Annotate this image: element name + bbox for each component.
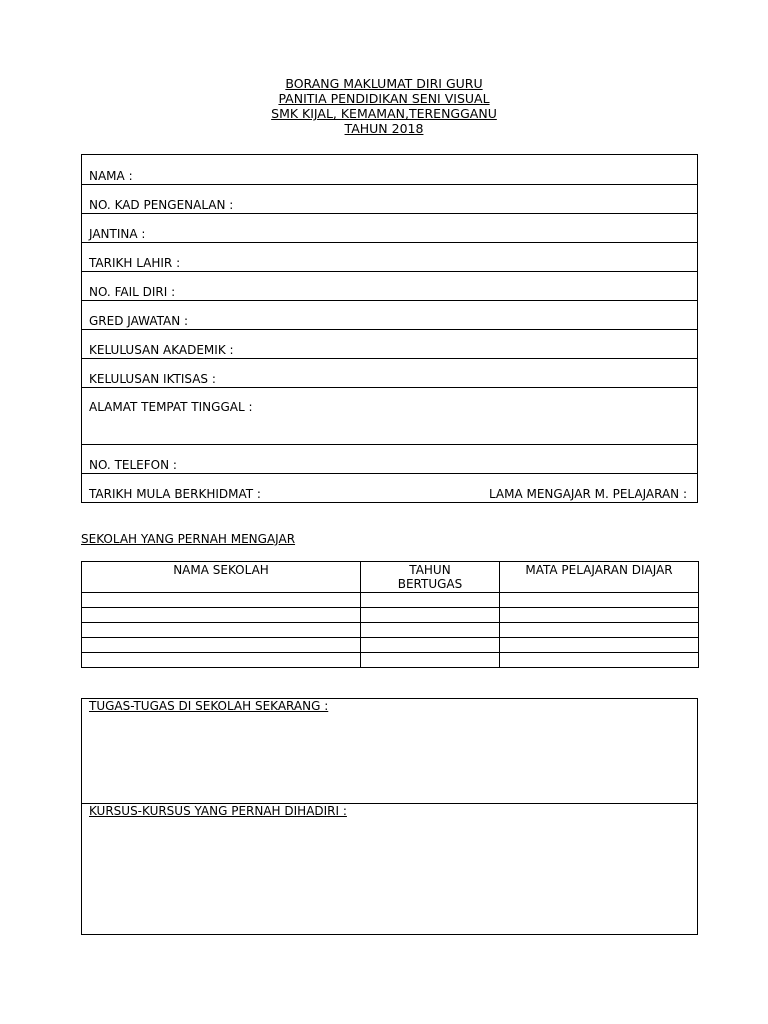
tugas-box[interactable]: [81, 698, 698, 804]
cell-nama[interactable]: [82, 638, 361, 653]
cell-tahun[interactable]: [361, 638, 500, 653]
table-row: [82, 653, 699, 668]
cell-nama[interactable]: [82, 653, 361, 668]
table-row: [82, 608, 699, 623]
label-fail-diri: NO. FAIL DIRI :: [89, 285, 176, 299]
row-fail-diri[interactable]: [82, 272, 697, 301]
label-tarikh-mula: TARIKH MULA BERKHIDMAT :: [89, 487, 261, 501]
table-row: [82, 593, 699, 608]
cell-tahun[interactable]: [361, 623, 500, 638]
row-jantina[interactable]: [82, 214, 697, 243]
cell-tahun[interactable]: [361, 593, 500, 608]
label-nama: NAMA :: [89, 169, 133, 183]
cell-tahun[interactable]: [361, 653, 500, 668]
col-nama-sekolah: NAMA SEKOLAH: [82, 562, 361, 593]
label-kelulusan-iktisas: KELULUSAN IKTISAS :: [89, 372, 216, 386]
school-history-table: [81, 561, 699, 668]
cell-nama[interactable]: [82, 593, 361, 608]
row-nama[interactable]: [82, 155, 697, 185]
cell-mata[interactable]: [500, 608, 699, 623]
table-row: [82, 638, 699, 653]
cell-nama[interactable]: [82, 608, 361, 623]
label-telefon: NO. TELEFON :: [89, 458, 177, 472]
row-kelulusan-iktisas[interactable]: [82, 359, 697, 388]
cell-nama[interactable]: [82, 623, 361, 638]
label-jantina: JANTINA :: [89, 227, 146, 241]
form-title: [0, 76, 768, 136]
col-tahun-line-2: BERTUGAS: [397, 577, 463, 591]
title-line-2: PANITIA PENDIDIKAN SENI VISUAL: [278, 91, 490, 106]
tugas-label: TUGAS-TUGAS DI SEKOLAH SEKARANG :: [89, 699, 329, 713]
row-alamat[interactable]: [82, 388, 697, 445]
title-line-1: BORANG MAKLUMAT DIRI GURU: [285, 76, 483, 91]
col-tahun-line-1: TAHUN: [409, 563, 451, 577]
cell-mata[interactable]: [500, 593, 699, 608]
label-kad-pengenalan: NO. KAD PENGENALAN :: [89, 198, 234, 212]
row-kad-pengenalan[interactable]: [82, 185, 697, 214]
personal-info-table: [81, 154, 698, 503]
col-mata-pelajaran: MATA PELAJARAN DIAJAR: [500, 562, 699, 593]
kursus-box[interactable]: [81, 803, 698, 935]
row-kelulusan-akademik[interactable]: [82, 330, 697, 359]
cell-mata[interactable]: [500, 623, 699, 638]
label-gred-jawatan: GRED JAWATAN :: [89, 314, 189, 328]
cell-tahun[interactable]: [361, 608, 500, 623]
school-table-header: [82, 562, 699, 593]
cell-mata[interactable]: [500, 653, 699, 668]
row-gred-jawatan[interactable]: [82, 301, 697, 330]
title-line-4: TAHUN 2018: [344, 121, 424, 136]
table-row: [82, 623, 699, 638]
label-tarikh-lahir: TARIKH LAHIR :: [89, 256, 181, 270]
school-section-heading: SEKOLAH YANG PERNAH MENGAJAR: [81, 532, 296, 546]
label-lama-mengajar: LAMA MENGAJAR M. PELAJARAN :: [488, 487, 687, 501]
col-tahun-bertugas: [361, 562, 500, 593]
row-tarikh-lahir[interactable]: [82, 243, 697, 272]
row-telefon[interactable]: [82, 445, 697, 474]
label-kelulusan-akademik: KELULUSAN AKADEMIK :: [89, 343, 234, 357]
row-tarikh-mula[interactable]: [82, 474, 697, 502]
title-line-3: SMK KIJAL, KEMAMAN,TERENGGANU: [271, 106, 497, 121]
label-alamat: ALAMAT TEMPAT TINGGAL :: [89, 400, 253, 414]
cell-mata[interactable]: [500, 638, 699, 653]
kursus-label: KURSUS-KURSUS YANG PERNAH DIHADIRI :: [89, 804, 347, 818]
